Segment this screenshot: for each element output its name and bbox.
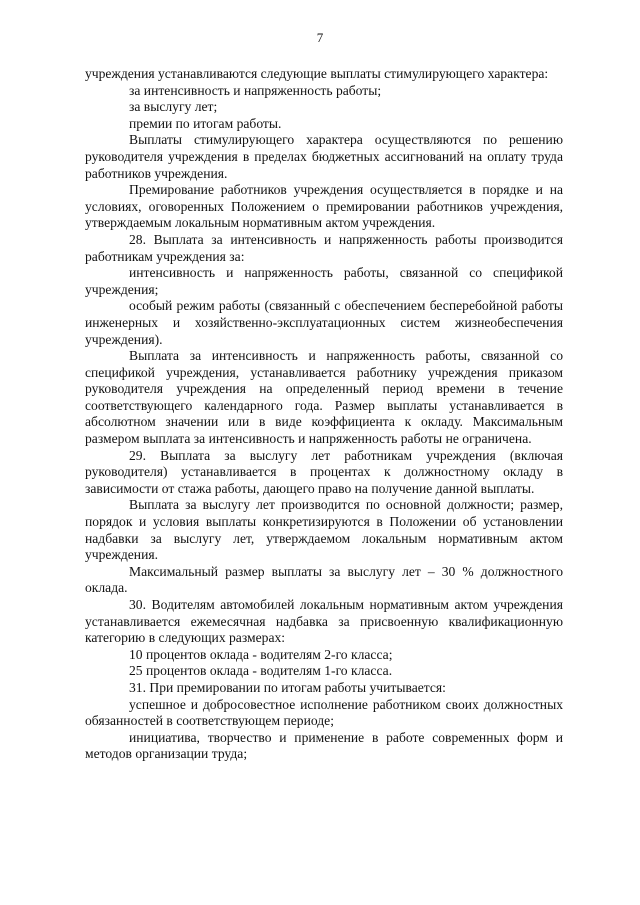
paragraph: Выплаты стимулирующего характера осуществляются по решению руководителя учреждения в пределах бюджетных ассигнований на оплату труда работников учреждения. [85, 132, 563, 181]
paragraph: Выплата за выслугу лет производится по основной должности; размер, порядок и условия выплаты конкретизируются в Положении об установлении надбавки за выслугу лет, утверждаемом локальным нормативным актом учреждения. [85, 497, 563, 563]
paragraph: 29. Выплата за выслугу лет работникам учреждения (включая руководителя) устанавливается в процентах к должностному окладу в зависимости от стажа работы, дающего право на получение данной выплаты. [85, 447, 563, 496]
paragraph: Выплата за интенсивность и напряженность работы, связанной со спецификой учреждения, устанавливается работнику учреждения приказом руководителя учреждения на определенный период времени в течение соответствующего календарного года. Размер выплаты устанавливается в абсолютном значении или в виде коэффициента к окладу. Максимальным размером выплата за интенсивность и напряженность работы не ограничена. [85, 348, 563, 447]
paragraph: учреждения устанавливаются следующие выплаты стимулирующего характера: [85, 66, 549, 81]
paragraph: 10 процентов оклада - водителям 2-го класса; [129, 646, 393, 662]
page-number: 7 [316, 30, 324, 45]
paragraph: 28. Выплата за интенсивность и напряженность работы производится работникам учреждения за: [85, 231, 563, 264]
paragraph: премии по итогам работы. [129, 115, 282, 131]
paragraph: 25 процентов оклада - водителям 1-го класса. [129, 663, 393, 679]
paragraph: инициатива, творчество и применение в работе современных форм и методов организации труда; [85, 729, 563, 762]
paragraph: особый режим работы (связанный с обеспечением бесперебойной работы инженерных и хозяйственно-эксплуатационных систем жизнеобеспечения учреждения). [85, 298, 563, 347]
paragraph: за выслугу лет; [129, 99, 218, 115]
paragraph: успешное и добросовестное исполнение работником своих должностных обязанностей в соответствующем периоде; [85, 696, 563, 729]
paragraph: 31. При премировании по итогам работы учитывается: [129, 679, 446, 695]
paragraph: 30. Водителям автомобилей локальным нормативным актом учреждения устанавливается ежемесячная надбавка за присвоенную квалификационную категорию в следующих размерах: [85, 597, 563, 646]
document-body [85, 66, 563, 763]
paragraph: интенсивность и напряженность работы, связанной со спецификой учреждения; [85, 265, 563, 297]
paragraph: Максимальный размер выплаты за выслугу лет – 30 % должностного оклада. [85, 563, 563, 596]
paragraph: за интенсивность и напряженность работы; [129, 82, 382, 98]
paragraph: Премирование работников учреждения осуществляется в порядке и на условиях, оговоренных Положением о премировании работников учреждения, утверждаемым локальным нормативным актом учреждения. [85, 182, 563, 231]
